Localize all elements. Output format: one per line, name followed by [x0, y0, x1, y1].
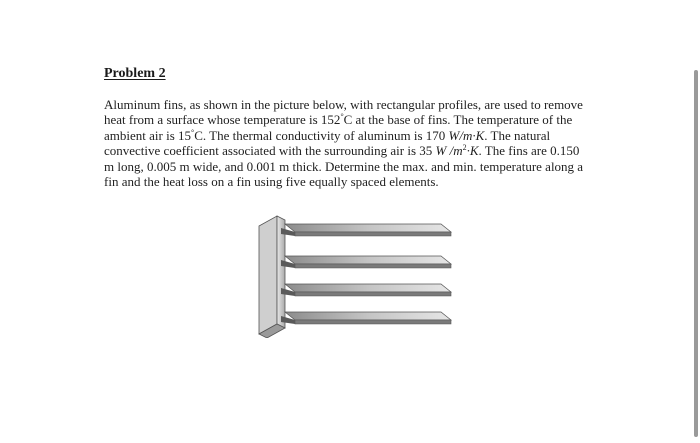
conductivity-unit: W/m·K — [448, 127, 485, 143]
text-line-2b: C at the base of fins. The — [343, 112, 474, 128]
problem-heading: Problem 2 — [104, 66, 166, 81]
text-line-2a: remove heat from a surface whose temperature is 152 — [104, 97, 583, 128]
vertical-scrollbar[interactable] — [694, 70, 698, 437]
text-line-4: . The natural convective coefficient associated with the surrounding air is 35 — [104, 127, 551, 159]
text-line-3b: C. The thermal conductivity of aluminum is 170 — [194, 127, 446, 143]
convective-unit-m: /m — [449, 143, 463, 159]
degree-mark: ° — [191, 127, 195, 137]
squared-mark: 2 — [462, 143, 467, 153]
text-line-5: . The fins are 0.150 m long, 0.005 m wide, and 0.001 m thick. Determine the max. — [104, 143, 580, 174]
fin — [281, 224, 451, 236]
degree-mark: ° — [340, 112, 344, 122]
fin — [281, 256, 451, 268]
text-line-3a: temperature of the ambient air is 15 — [104, 112, 573, 143]
finned-surface-illustration-icon — [255, 212, 455, 338]
text-line-1: Aluminum fins, as shown in the picture below, with rectangular profiles, are used to — [104, 97, 541, 112]
text-line-6: and min. temperature along a fin and the heat loss on a fin using five equally spaced — [104, 158, 584, 190]
convective-unit-w: W — [435, 143, 447, 159]
problem-paragraph — [104, 97, 592, 189]
convective-unit-k: ·K — [466, 143, 479, 159]
problem-statement — [104, 97, 592, 189]
text-line-7: elements. — [389, 174, 439, 190]
fin — [281, 284, 451, 296]
fin — [281, 312, 451, 324]
